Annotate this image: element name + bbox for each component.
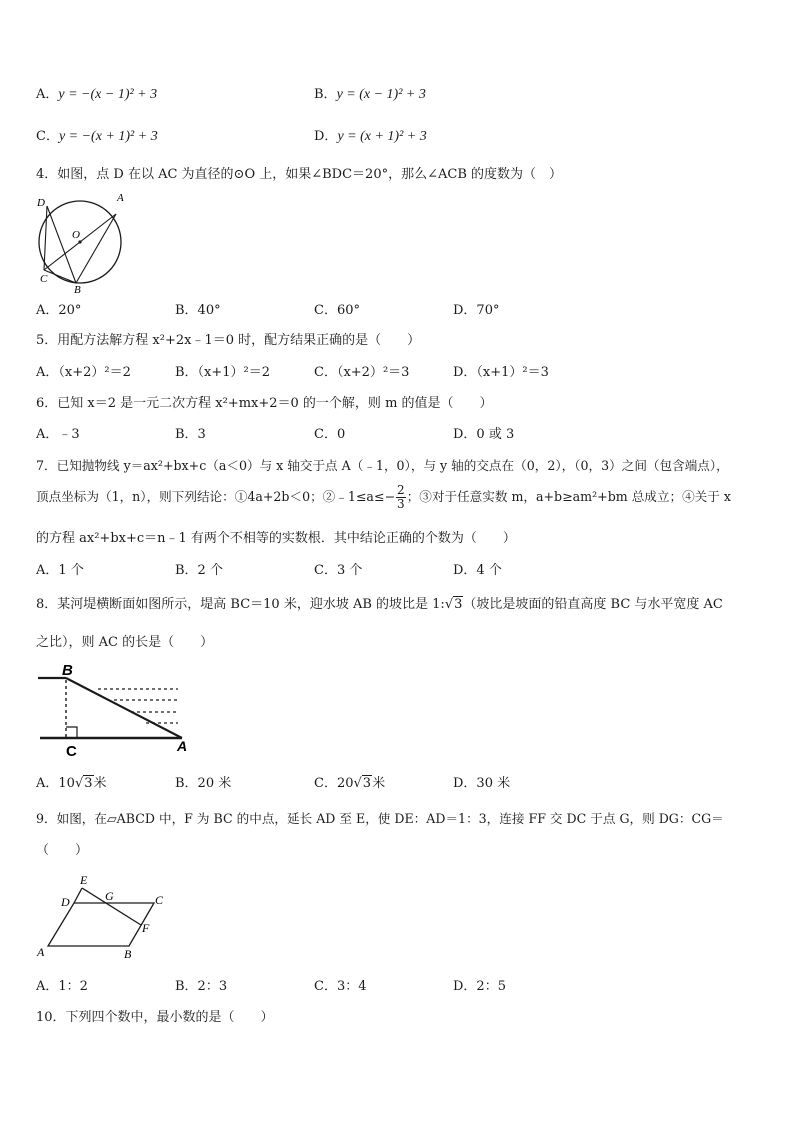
label-d: D: [61, 895, 70, 909]
option-formula: y = (x + 1)² + 3: [337, 129, 427, 144]
q8-line-2: 之比），则 AC 的长是（ ）: [36, 635, 214, 650]
q9-option-b: B．2：3: [175, 979, 228, 994]
label-o: O: [72, 229, 80, 241]
q9-option-c: C．3：4: [314, 979, 367, 994]
q4-option-d: D．70°: [453, 303, 500, 318]
q7-option-c: C．3 个: [314, 563, 363, 578]
fraction-numerator: 2: [397, 483, 405, 497]
q5-stem: 5．用配方法解方程 x²+2x﹣1＝0 时，配方结果正确的是（ ）: [36, 333, 421, 348]
q8-option-c: [314, 775, 385, 793]
q8-line-1-start: 8．某河堤横断面如图所示，堤高 BC＝10 米，迎水坡 AB 的坡比是 1:: [36, 597, 445, 612]
option-formula: y = −(x − 1)² + 3: [58, 87, 158, 102]
q5-option-d: D．（x+1）²＝3: [453, 365, 549, 380]
segment-de: [74, 888, 82, 903]
option-formula: y = (x − 1)² + 3: [336, 87, 426, 102]
label-a: A: [37, 945, 45, 959]
label-c: C: [40, 273, 48, 285]
sqrt-sign: √: [444, 597, 454, 612]
q6-option-d: D．0 或 3: [453, 427, 515, 442]
label-g: G: [105, 889, 114, 903]
q4-option-b: B．40°: [175, 303, 221, 318]
label-c: C: [155, 893, 164, 907]
q7-line-1: 7．已知抛物线 y＝ax²+bx+c（a＜0）与 x 轴交于点 A（﹣1，0），与 y 轴的交点在（0，2），（0，3）之间（包含端点），: [36, 458, 729, 473]
option-text: C．20: [314, 776, 354, 791]
q4-stem: 4．如图，点 D 在以 AC 为直径的⊙O 上，如果∠BDC＝20°，那么∠ACB 的度数为（ ）: [36, 167, 563, 182]
fraction-two-thirds: [396, 484, 406, 511]
q5-option-b: B．（x+1）²＝2: [175, 365, 271, 380]
q3-option-d: [314, 128, 427, 146]
option-letter: C．: [36, 129, 59, 144]
q8-option-b: B．20 米: [175, 776, 232, 791]
segment-dc: [44, 206, 47, 270]
segment-ab: [76, 214, 116, 283]
sqrt-radicand: 3: [84, 776, 93, 791]
q7-line-2-end: ；③对于任意实数 m，a+b≥am²+bm 总成立；④关于 x: [406, 489, 731, 504]
q9-option-a: A．1：2: [36, 979, 88, 994]
q9-line-2: （ ）: [36, 843, 89, 858]
q7-line-2: [36, 480, 731, 514]
option-letter: A．: [36, 87, 59, 102]
q6-option-a: A．﹣3: [36, 427, 80, 442]
q8-option-a: [36, 775, 107, 793]
label-d: D: [37, 197, 45, 209]
q9-parallelogram-figure: [34, 870, 174, 962]
q7-line-2-start: 顶点坐标为（1，n），则下列结论：①4a+2b＜0；②﹣1≤a≤−: [36, 489, 396, 504]
q8-embankment-figure: [36, 660, 196, 760]
option-letter: D．: [314, 129, 338, 144]
q8-line-1-end: （坡比是坡面的铅直高度 BC 与水平宽度 AC: [463, 597, 723, 612]
right-angle-mark: [66, 727, 77, 738]
q8-line-1: [36, 596, 723, 614]
option-unit: 米: [93, 776, 107, 791]
q5-option-c: C．（x+2）²＝3: [314, 365, 410, 380]
q7-line-3: 的方程 ax²+bx+c＝n﹣1 有两个不相等的实数根．其中结论正确的个数为（ ）: [36, 531, 516, 546]
q10-stem: 10．下列四个数中，最小数的是（ ）: [36, 1010, 274, 1025]
option-text: A．10: [36, 776, 75, 791]
label-f: F: [142, 921, 150, 935]
q7-option-a: A．1 个: [36, 563, 84, 578]
option-unit: 米: [372, 776, 386, 791]
q5-option-a: A．（x+2）²＝2: [36, 365, 131, 380]
q3-option-a: [36, 86, 157, 104]
q9-line-1: 9．如图，在▱ABCD 中，F 为 BC 的中点，延长 AD 至 E，使 DE：AD＝1：3，连接 FF 交 DC 于点 G，则 DG：CG＝: [36, 811, 724, 826]
label-b: B: [62, 662, 73, 679]
label-b: B: [74, 284, 81, 295]
option-formula: y = −(x + 1)² + 3: [58, 129, 158, 144]
q4-circle-figure: [30, 190, 130, 295]
q9-option-d: D．2：5: [453, 979, 506, 994]
q6-option-c: C．0: [314, 427, 346, 442]
q7-option-d: D．4 个: [453, 563, 502, 578]
parallelogram-abcd: [48, 903, 154, 946]
label-e: E: [80, 873, 88, 887]
q4-option-a: A．20°: [36, 303, 82, 318]
slope-ab: [66, 678, 182, 738]
option-letter: B．: [314, 87, 337, 102]
q6-option-b: B．3: [175, 427, 206, 442]
label-a: A: [117, 192, 124, 204]
label-b: B: [124, 947, 132, 961]
q3-option-b: [314, 86, 426, 104]
sqrt-radicand: 3: [362, 776, 372, 791]
sqrt-sign: √: [74, 776, 84, 791]
q6-stem: 6．已知 x＝2 是一元二次方程 x²+mx+2＝0 的一个解，则 m 的值是（ ）: [36, 396, 493, 411]
fraction-denominator: 3: [397, 497, 405, 511]
q3-option-c: [36, 128, 158, 146]
label-c: C: [66, 743, 77, 760]
label-a: A: [177, 738, 188, 754]
q7-option-b: B．2 个: [175, 563, 223, 578]
q4-option-c: C．60°: [314, 303, 360, 318]
segment-cb: [44, 270, 76, 283]
sqrt-radicand: 3: [454, 597, 463, 612]
q8-option-d: D．30 米: [453, 776, 511, 791]
sqrt-sign: √: [353, 776, 362, 791]
